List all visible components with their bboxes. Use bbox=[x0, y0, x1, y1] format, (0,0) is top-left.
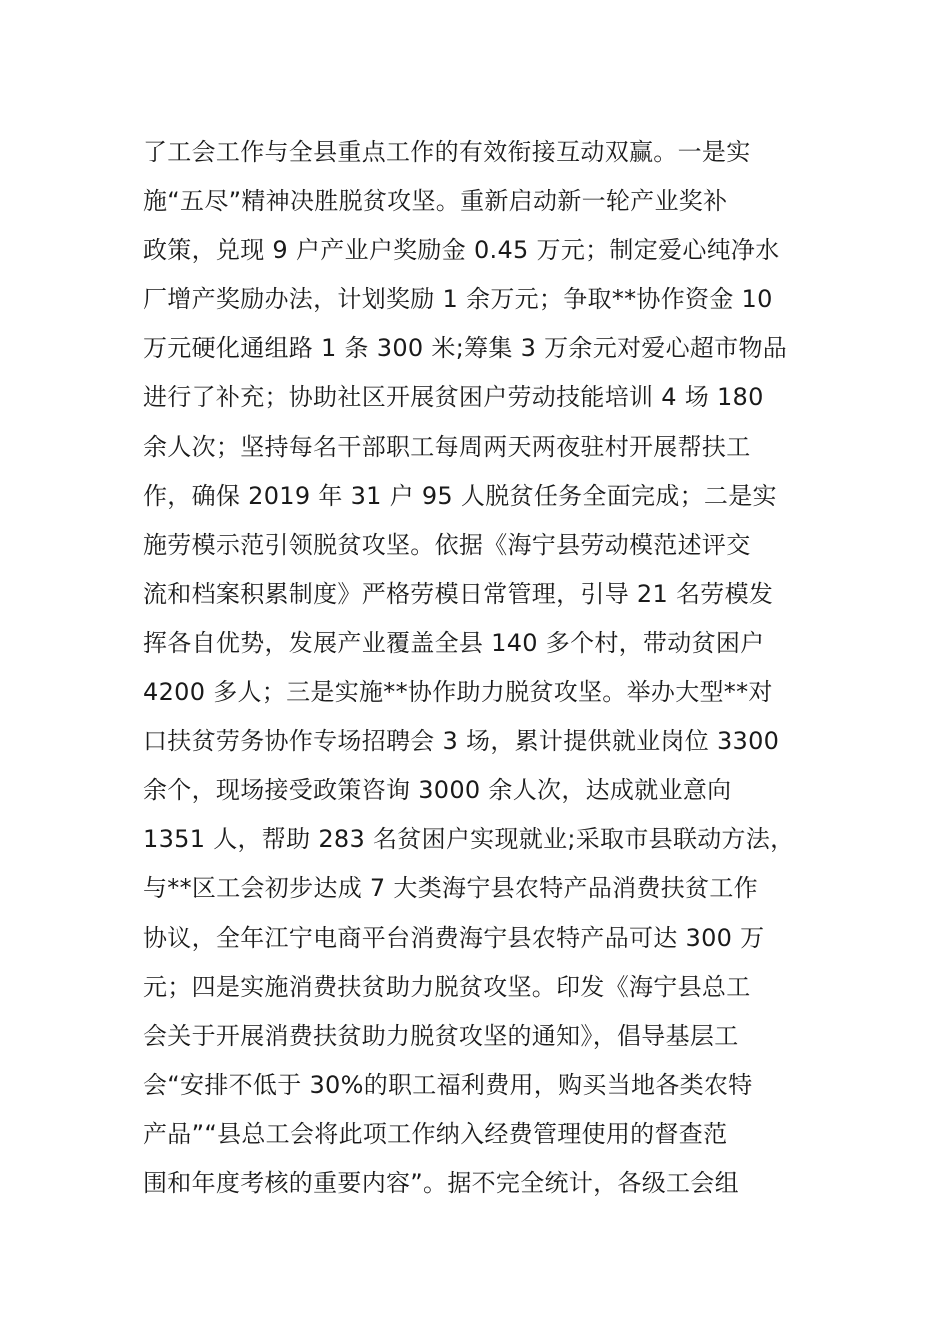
text-line: 口扶贫劳务协作专场招聘会 3 场，累计提供就业岗位 3300 bbox=[143, 727, 780, 756]
text-line: 进行了补充；协助社区开展贫困户劳动技能培训 4 场 180 bbox=[143, 383, 764, 412]
text-line: 元；四是实施消费扶贫助力脱贫攻坚。印发《海宁县总工 bbox=[143, 972, 751, 1001]
text-line: 施“五尽”精神决胜脱贫攻坚。重新启动新一轮产业奖补 bbox=[143, 187, 728, 216]
text-line: 了工会工作与全县重点工作的有效衔接互动双赢。一是实 bbox=[143, 138, 751, 166]
text-line: 围和年度考核的重要内容”。据不完全统计，各级工会组 bbox=[143, 1168, 739, 1197]
text-line: 产品”“县总工会将此项工作纳入经费管理使用的督查范 bbox=[143, 1119, 728, 1148]
text-line: 会关于开展消费扶贫助力脱贫攻坚的通知》，倡导基层工 bbox=[143, 1021, 739, 1050]
body-paragraph bbox=[143, 128, 843, 1208]
text-line: 厂增产奖励办法，计划奖励 1 余万元；争取**协作资金 10 bbox=[143, 285, 773, 314]
text-line: 1351 人，帮助 283 名贫困户实现就业;采取市县联动方法， bbox=[143, 825, 795, 854]
text-line: 挥各自优势，发展产业覆盖全县 140 多个村，带动贫困户 bbox=[143, 628, 765, 657]
text-line: 作，确保 2019 年 31 户 95 人脱贫任务全面完成；二是实 bbox=[143, 481, 777, 510]
text-line: 会“安排不低于 30%的职工福利费用，购买当地各类农特 bbox=[143, 1070, 753, 1099]
text-line: 流和档案积累制度》严格劳模日常管理，引导 21 名劳模发 bbox=[143, 579, 774, 608]
text-line: 与**区工会初步达成 7 大类海宁县农特产品消费扶贫工作 bbox=[143, 874, 758, 903]
text-line: 政策，兑现 9 户产业户奖励金 0.45 万元；制定爱心纯净水 bbox=[143, 236, 780, 265]
text-line: 万元硬化通组路 1 条 300 米;筹集 3 万余元对爱心超市物品 bbox=[143, 334, 788, 363]
text-line: 协议，全年江宁电商平台消费海宁县农特产品可达 300 万 bbox=[143, 923, 765, 952]
text-line: 4200 多人；三是实施**协作助力脱贫攻坚。举办大型**对 bbox=[143, 678, 773, 707]
text-line: 余个，现场接受政策咨询 3000 余人次，达成就业意向 bbox=[143, 776, 732, 805]
text-line: 余人次；坚持每名干部职工每周两天两夜驻村开展帮扶工 bbox=[143, 432, 751, 461]
text-line: 施劳模示范引领脱贫攻坚。依据《海宁县劳动模范述评交 bbox=[143, 530, 751, 559]
